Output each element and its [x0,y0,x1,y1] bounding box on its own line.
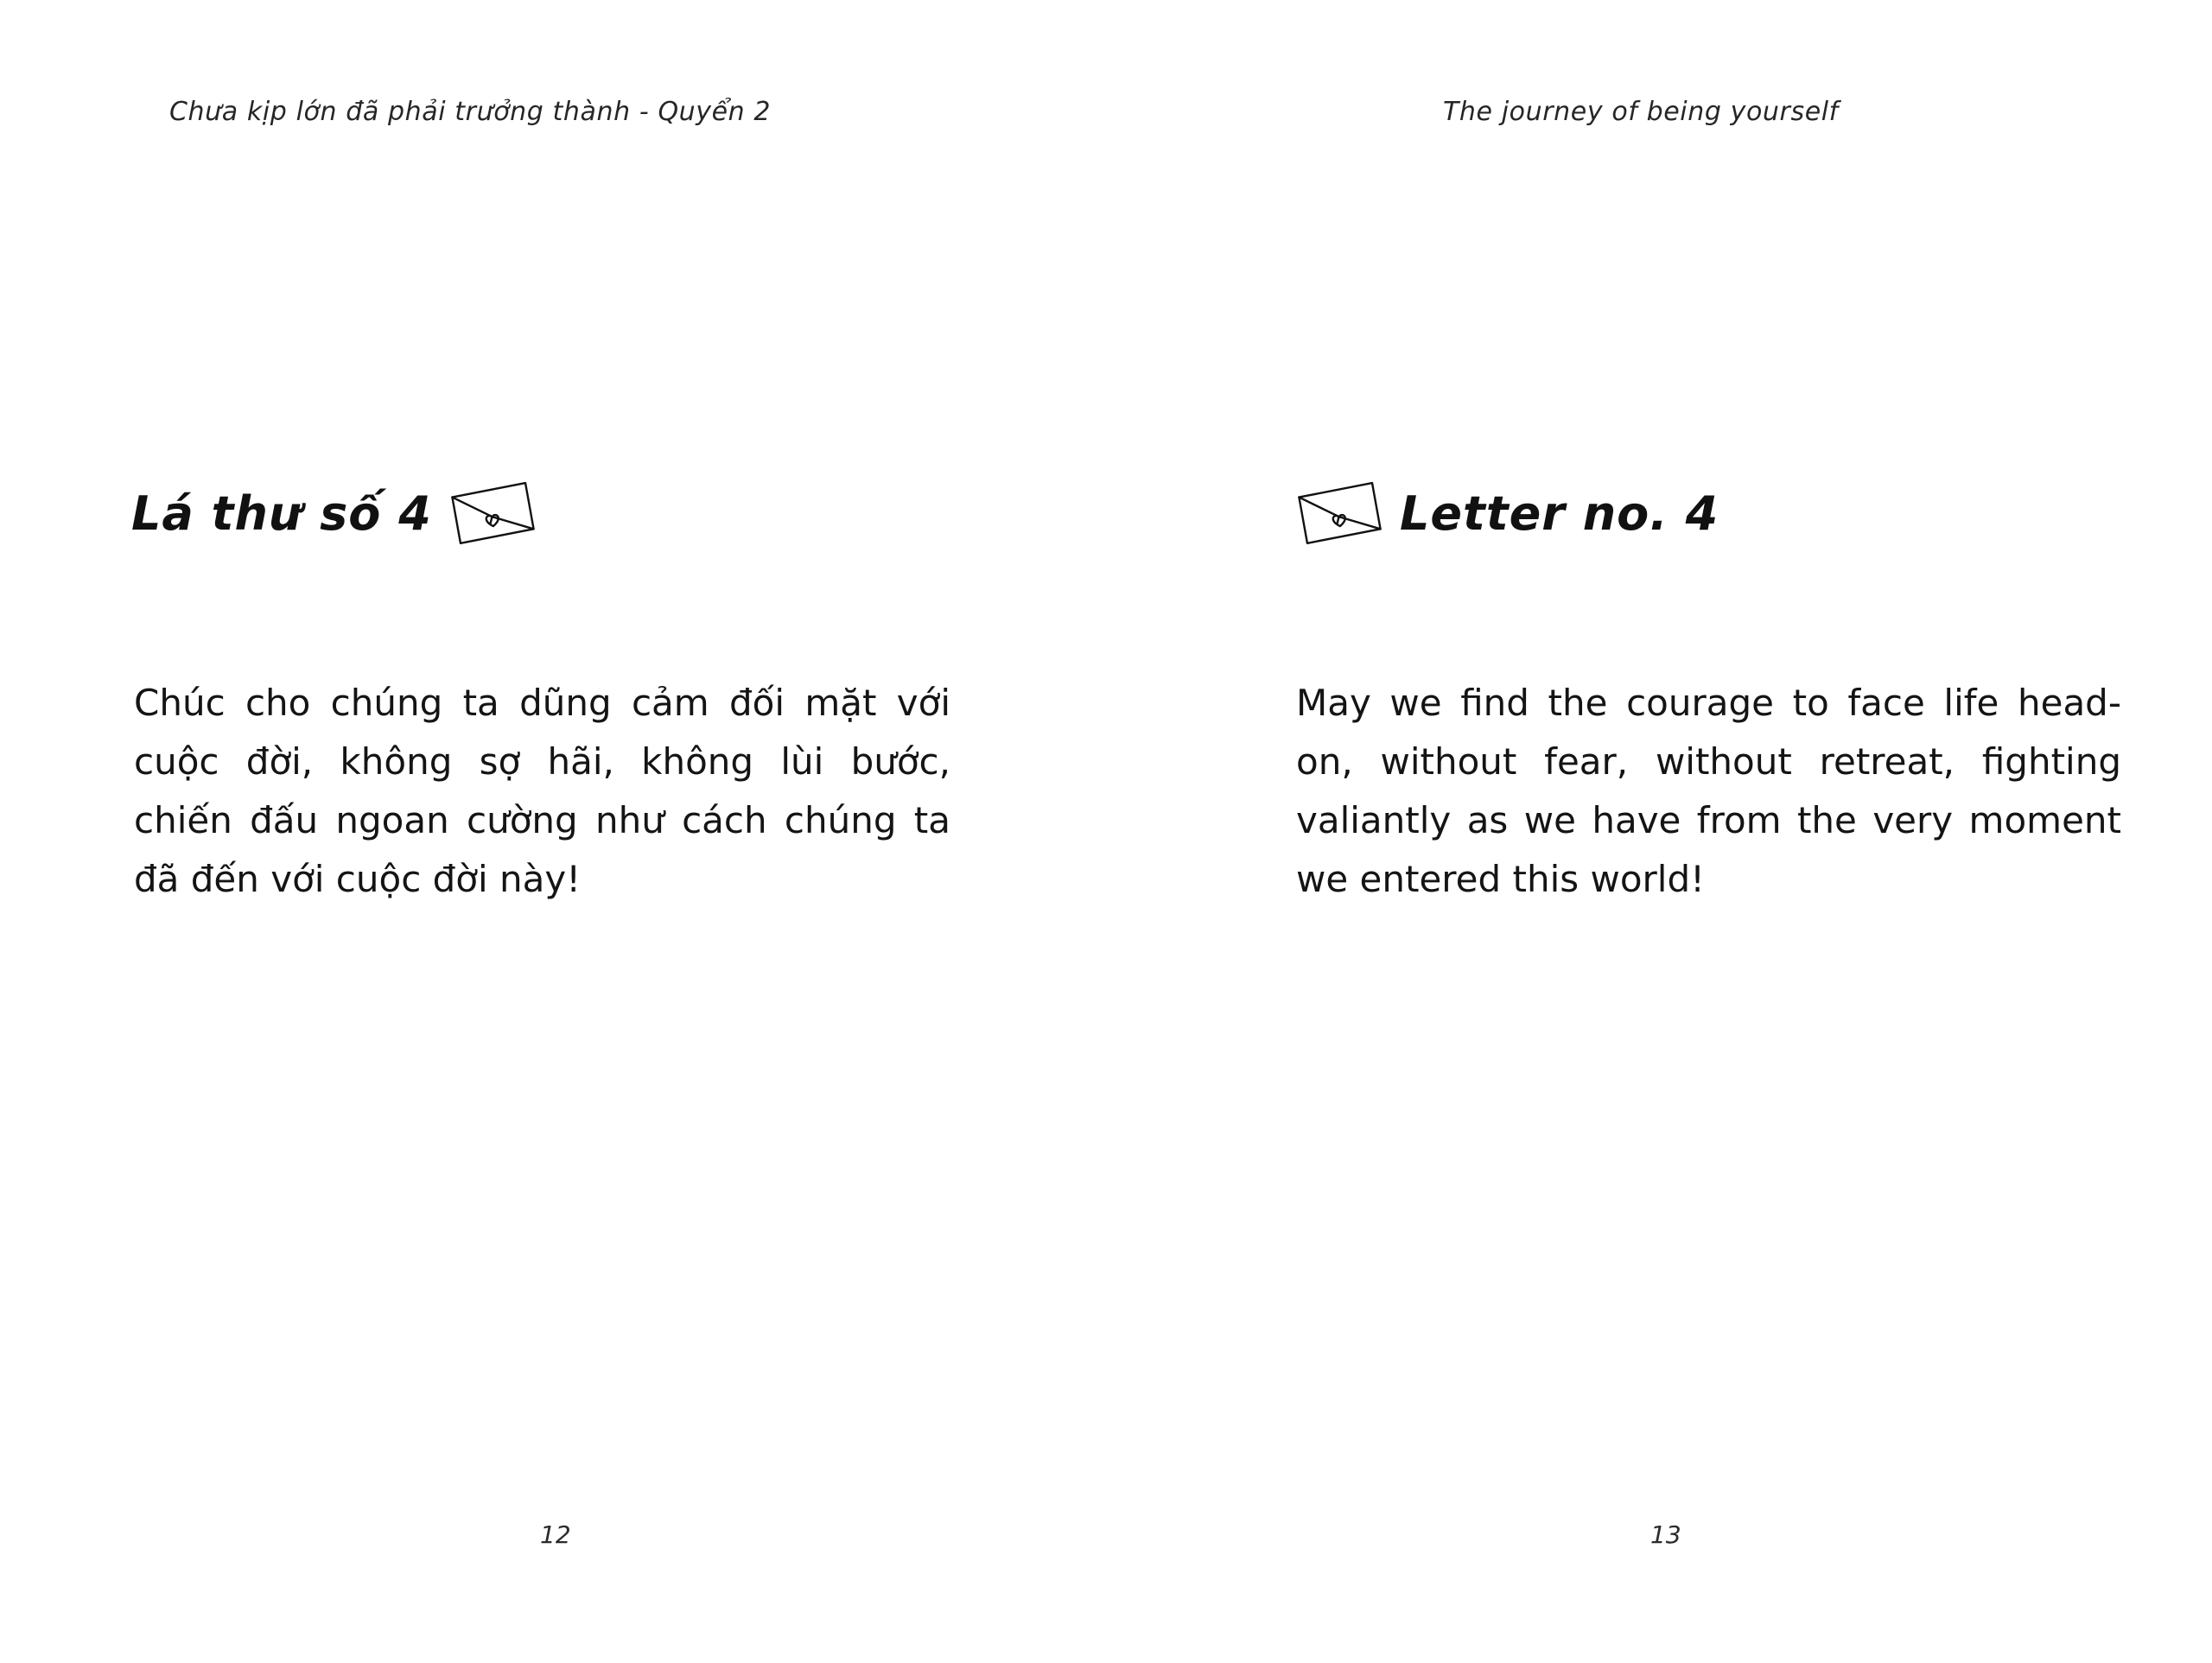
page-number-right: 13 [1650,1520,1681,1549]
letter-heading-text-left: Lá thư số 4 [131,486,432,541]
letter-body-right: May we find the courage to face life head-on, without fear, without retreat, fighting valiantly as we have from the very moment we entered this world! [1296,682,2121,901]
envelope-icon [1294,479,1384,547]
envelope-icon [448,479,537,547]
letter-heading-left [131,484,534,543]
right-page [1106,0,2212,1663]
running-head-left: Chưa kịp lớn đã phải trưởng thành - Quyển 2 [169,97,772,127]
running-head-right: The journey of being yourself [1443,97,1839,127]
letter-heading-text-right: Letter no. 4 [1400,486,1719,541]
letter-body-left: Chúc cho chúng ta dũng cảm đối mặt với cuộc đời, không sợ hãi, không lùi bước, chiến đấu ngoan cường như cách chúng ta đã đến với cuộc đời này! [134,682,950,901]
page-number-left: 12 [540,1520,571,1549]
letter-heading-right [1298,484,1719,543]
